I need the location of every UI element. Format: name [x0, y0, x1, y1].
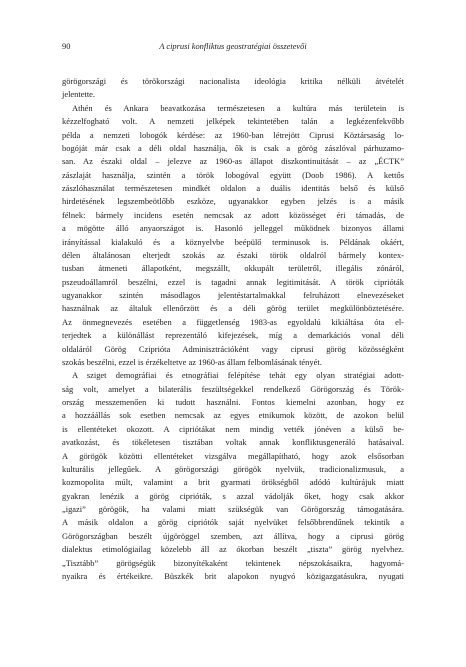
text-line: „igazi” görögök, ha valami miatt szükségük van Görögország támogatására.: [62, 504, 404, 514]
text-line: zászlóhasználat természetesen mindkét oldalon a duális identitás belső és külső: [62, 183, 404, 193]
text-line: zászlaját használja, szintén a török lobogóval együtt (Doob 1986). A kettős: [62, 169, 404, 180]
body-text: [62, 75, 404, 583]
text-line: pszeudoállamról beszélni, ezzel is tagadni annak legitimitását. A török ciprióták: [62, 276, 404, 287]
text-line: kozmopolita múlt, valamint a brit gyarmati örökségből adódó kultúrájuk miatt: [62, 477, 404, 488]
text-line: bogóját már csak a déli oldal használja, ők is csak a görög zászlóval párhuzamo-: [62, 142, 404, 153]
text-line: gyakran lenézik a görög ciprióták, s azzal vádolják őket, hogy csak akkor: [62, 490, 404, 501]
text-line: szokás beszélni, ezzel is érzékeltetve az 1960-as állam felbomlásának tényét.: [62, 356, 322, 367]
text-line: ugyanakkor szintén másodlagos jelentéstartalmakkal felruházott elnevezéseket: [62, 290, 404, 300]
page-number: 90: [62, 42, 71, 51]
text-line: Az önmegnevezés esetében a függetlenség 1983-as egyoldalú kikiáltása óta el-: [62, 316, 404, 327]
text-line: görögországi és törökországi nacionalista ideológia kritika nélküli átvételét: [62, 76, 404, 86]
text-line: ország messzemenően ki tudott használni. Fontos kiemelni azonban, hogy ez: [62, 397, 404, 407]
text-line: hirdetésének legszembeötlőbb eszköze, ugyanakkor egyben jelzés is a másik: [62, 196, 404, 207]
text-line: tusban átmeneti állapotként, megszállt, okkupált területről, illegális zónáról,: [62, 263, 404, 274]
text-line: a mögötte álló anyaországot is. Hasonló jelleggel működnek bizonyos állami: [62, 223, 404, 234]
text-line: A görögök közötti ellentéteket vizsgálva megállapítható, hogy azok elsősorban: [62, 450, 404, 461]
text-line: a hozzáállás sok esetben nemcsak az egyes etnikumok között, de azokon belül: [62, 410, 404, 421]
text-line: „Tisztább” görögségük bizonyítékaként tekintenek népszokásaikra, hagyomá-: [62, 557, 404, 568]
text-line: jelentette.: [62, 89, 96, 100]
text-line: oldaláról Görög Cziprióta Adminisztrációként vagy ciprusi görög közösségként: [62, 343, 404, 354]
text-line: dialektus etimológiailag közelebb áll az ókorban beszélt „tiszta” görög nyelvhez.: [62, 544, 404, 555]
page-header: [62, 40, 404, 54]
text-line: avatkozást, és tökéletesen tisztában voltak annak konfliktusgeneráló hatásaival.: [62, 437, 404, 448]
text-line: is ellentéteket okozott. A cipriótákat nem mindig vették jónéven a külső be-: [62, 423, 404, 434]
text-line: ság volt, amelyet a bilaterális feszültségekkel rendelkező Görögország és Török-: [62, 383, 404, 394]
text-line: kulturális jellegűek. A görögországi görögök nyelvük, tradicionalizmusuk, a: [62, 463, 404, 474]
text-line: san. Az északi oldal – jelezve az 1960-as állapot diszkontinuitását – az „ÉCTK”: [62, 156, 404, 167]
text-line: A másik oldalon a görög cipriótók saját nyelvüket felsőbbrendűnek tekintik a: [62, 517, 404, 528]
text-line: terjedtek a különállást reprezentáló kifejezések, míg a demarkációs vonal déli: [62, 330, 404, 341]
text-line: nyaikra és értékeikre. Büszkék brit alapokon nyugvó közigazgatásukra, nyugati: [62, 570, 404, 581]
text-line: Athén és Ankara beavatkozása természetesen a kultúra más területein is: [72, 102, 404, 113]
text-line: Görögországban beszélt újgöröggel szemben, azt állítva, hogy a ciprusi görög: [62, 530, 404, 541]
text-line: kézzelfogható volt. A nemzeti jelképek tekintetében talán a legkézenfekvőbb: [62, 116, 404, 127]
text-line: A sziget demográfiai és etnográfiai felépítése tehát egy olyan stratégiai adott-: [72, 370, 404, 381]
text-line: használnak az általuk ellenőrzött és a déli görög terület megkülönböztetésére.: [62, 303, 404, 314]
text-line: délen általánosan elterjedt szokás az északi török oldalról bármely kontex-: [62, 249, 404, 260]
text-line: irányítással kialakuló és a köznyelvbe beépülő terminusok is. Példának okáért,: [62, 236, 404, 247]
text-line: példa a nemzeti lobogók kérdése: az 1960-ban létrejött Ciprusi Köztársaság lo-: [62, 129, 404, 140]
running-title: A ciprusi konfliktus geostratégiai összetevői: [159, 42, 307, 51]
text-line: félnek: bármely incidens esetén nemcsak az adott közösséget éri támadás, de: [62, 209, 404, 220]
